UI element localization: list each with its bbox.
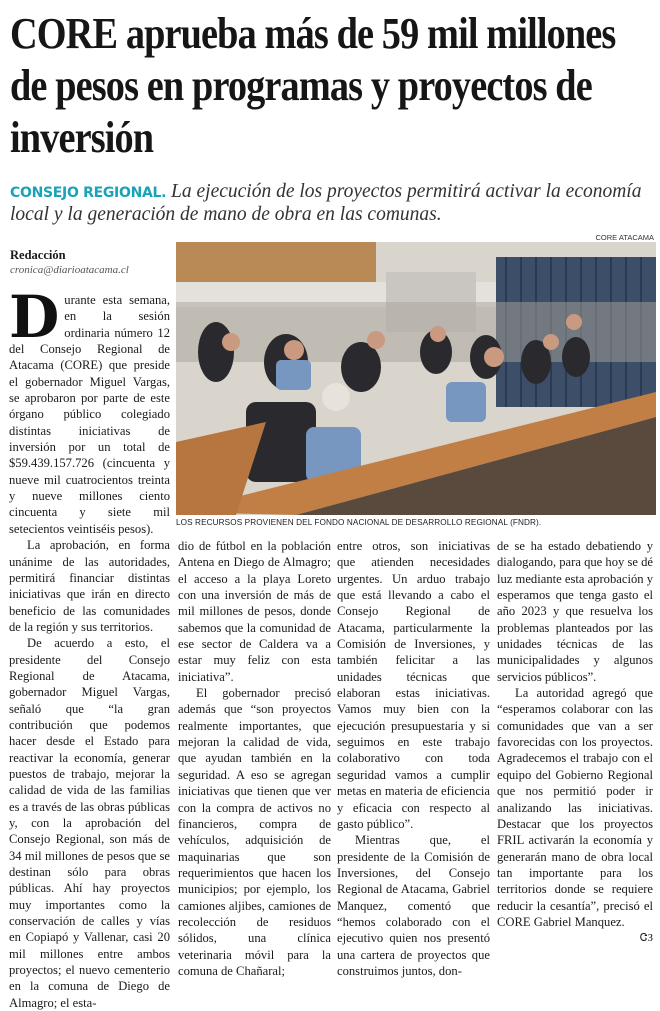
byline-author: Redacción — [10, 248, 66, 262]
photo-caption: LOS RECURSOS PROVIENEN DEL FONDO NACIONAL DE DESARROLLO REGIONAL (FNDR). — [176, 518, 542, 527]
column-4 — [497, 538, 653, 947]
column-3 — [337, 538, 490, 979]
paragraph-text: urante esta semana, en la sesión ordinaria número 12 del Consejo Regional de Atacama (CORE) que preside el gobernador Miguel Vargas, se aprobaron por parte de este órgano público colegiado distintas iniciativas de inversión por un total de $59.439.157.726 (cincuenta y nueve mil cuatrocientos treinta y nueve millones ciento cincuenta y siete mil setecientos veintiséis pesos). — [9, 293, 170, 536]
paragraph — [497, 685, 653, 945]
drop-cap: D — [9, 283, 60, 351]
byline-email[interactable]: cronica@diarioatacama.cl — [10, 264, 129, 276]
paragraph — [9, 283, 170, 537]
paragraph: La aprobación, en forma unánime de las autoridades, permitirá financiar distintas iniciativas que irán en directo beneficio de las comunidades de la región y sus territorios. — [9, 538, 170, 634]
paragraph: De acuerdo a esto, el presidente del Consejo Regional de Atacama, gobernador Miguel Vargas, señaló que “la gran contribución que podemos hacer desde el Estado para reactivar la economía, generar puestos de trabajo, mejorar la calidad de vida de las familias es a través de las obras públicas y, con la aprobación del Consejo Regional, son más de 34 mil millones de pesos que se destinan sólo para obras públicas. Ahí hay proyectos muy importantes como la conservación de calles y vías en Copiapó y Vallenar, casi 20 mil millones entre ambos proyectos; el nuevo cementerio en la comuna de Diego de Almagro; el esta- — [9, 636, 170, 1010]
deck-kicker: CONSEJO REGIONAL. — [10, 185, 167, 201]
article-photo — [176, 242, 656, 515]
deck-text: La ejecución de los proyectos permitirá activar la economía local y la generación de mano de obra en las comunas. — [10, 181, 642, 225]
paragraph-text: La autoridad agregó que “esperamos colaborar con las comunidades que van a ser favorecidas con los proyectos. Agradecemos el trabajo con el equipo del Gobierno Regional que nos permitió poder ir analizando las iniciativas. Destacar que los proyectos FRIL activarán la economía y generarán mano de obra local tan importante para los territorios donde se requiere reducir la cesantía”, precisó el CORE Gabriel Manquez. — [497, 686, 653, 929]
column-2 — [178, 538, 331, 979]
column-1 — [9, 283, 170, 1011]
paragraph: entre otros, son iniciativas que atienden necesidades urgentes. Un arduo trabajo que está llevando a cabo el Consejo Regional de Atacama, particularmente la Comisión de Inversiones, y también felicitar a las unidades técnicas que elaboran estas iniciativas. Vamos muy bien con la ejecución presupuestaria y si seguimos en este trabajo colaborativo con toda seguridad vamos a cumplir metas en materia de eficiencia y eficacia con respecto al gasto público”. — [337, 539, 490, 831]
paragraph: dio de fútbol en la población Antena en Diego de Almagro; el acceso a la playa Loreto con una inversión de más de mil millones de pesos, donde sabemos que la comunidad de ese sector de Caldera va a estar muy feliz con esta iniciativa”. — [178, 539, 331, 684]
paragraph: Mientras que, el presidente de la Comisión de Inversiones, del Consejo Regional de Atacama, Gabriel Manquez, comentó que “hemos colaborado con el ejecutivo quien nos presentó una cartera de proyectos que construimos juntos, don- — [337, 833, 490, 978]
headline: CORE aprueba más de 59 mil millones de pesos en programas y proyectos de inversión — [10, 9, 616, 162]
paragraph: de se ha estado debatiendo y dialogando, para que hoy se dé luz mediante esta aprobación y esperamos que tenga gasto el año 2023 y que resuelva los problemas planteados por las unidades técnicas de las municipalidades y algunos servicios públicos”. — [497, 539, 653, 684]
council-session-photo — [176, 242, 656, 515]
photo-credit: CORE ATACAMA — [595, 233, 654, 242]
end-mark-icon: ᏣЗ — [639, 932, 653, 945]
deck — [10, 181, 655, 226]
paragraph: El gobernador precisó además que “son proyectos realmente importantes, que mejoran la calidad de vida, que ayudan también en la seguridad. A eso se agregan iniciativas que tienen que ver con la compra de activos no financieros, compra de vehículos, adquisición de maquinarias que son requerimientos que hacen los municipios; por ejemplo, los camiones aljibes, camiones de recolección de residuos sólidos, una clínica veterinaria móvil para la comuna de Chañaral; — [178, 686, 331, 978]
